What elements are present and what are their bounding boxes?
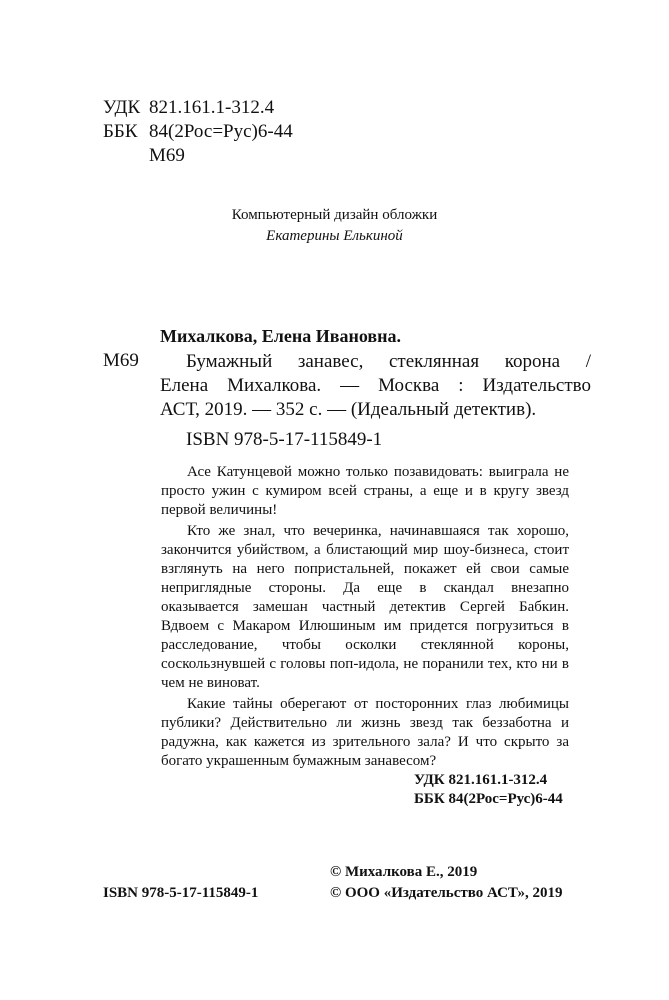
bib-description-line: Бумажный занавес, стеклянная корона / (186, 351, 591, 372)
classification-block (103, 96, 293, 168)
bib-mark: М69 (103, 350, 139, 371)
udk-bottom: УДК 821.161.1-312.4 (414, 772, 548, 788)
udk-value: 821.161.1-312.4 (149, 97, 275, 118)
annotation (161, 463, 569, 773)
bbk-value: 84(2Рос=Рус)6-44 (149, 121, 293, 142)
copyright-publisher: © ООО «Издательство АСТ», 2019 (330, 885, 563, 901)
bib-description (160, 350, 591, 422)
annotation-paragraph: Асе Катунцевой можно только позавидовать: выиграла не просто ужин с кумиром всей страны, а еще и в кругу звезд первой величины! (161, 464, 569, 518)
annotation-paragraph: Кто же знал, что вечеринка, начинавшаяся так хорошо, закончится убийством, а блистающий мир шоу-бизнеса, стоит взглянуть на него попристальней, покажет ей свои самые неприглядные стороны. Да еще в скандал внезапно оказывается замешан частный детектив Сергей Бабкин. Вдвоем с Макаром Илюшиным им придется погрузиться в расследование, чтобы осколки стеклянной короны, соскользнувшей с головы поп-идола, не поранили тех, кто ни в чем не виноват. (161, 523, 569, 691)
bib-author: Михалкова, Елена Ивановна. (160, 326, 401, 346)
footer-copyright (330, 862, 563, 904)
classification-bottom (414, 771, 563, 809)
cover-design-credit (0, 205, 669, 247)
author-mark: М69 (149, 145, 185, 166)
cover-design-line1: Компьютерный дизайн обложки (231, 207, 438, 223)
bbk-label: ББК (103, 121, 138, 142)
bib-description-line: Елена Михалкова. — Москва : Издательство (160, 375, 591, 396)
udk-line (103, 96, 293, 120)
footer-isbn: ISBN 978-5-17-115849-1 (103, 885, 259, 901)
annotation-paragraph: Какие тайны оберегают от посторонних глаз любимицы публики? Действительно ли жизнь звезд так беззаботна и радужна, как кажется из зрительного зала? И что скрыто за богато украшенным бумажным занавесом? (161, 696, 569, 769)
bib-isbn: ISBN 978-5-17-115849-1 (186, 429, 383, 450)
bbk-bottom: ББК 84(2Рос=Рус)6-44 (414, 791, 563, 807)
bib-description-line: АСТ, 2019. — 352 с. — (Идеальный детектив). (160, 399, 537, 420)
udk-label: УДК (103, 97, 141, 118)
bbk-line (103, 120, 293, 144)
copyright-author: © Михалкова Е., 2019 (330, 864, 478, 880)
cover-design-designer: Екатерины Елькиной (266, 228, 403, 244)
